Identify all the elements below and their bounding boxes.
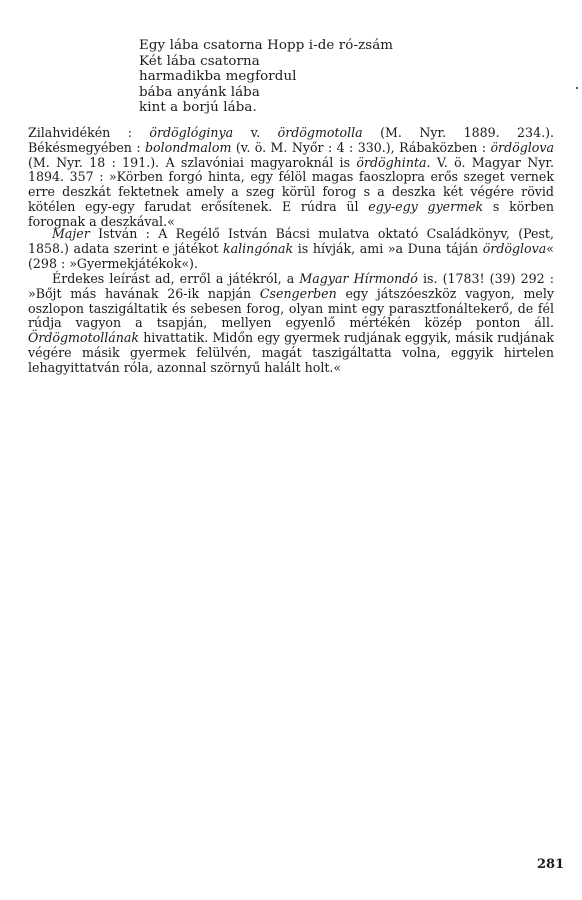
page-number: 281 <box>537 857 565 872</box>
italic-term: bolondmalom <box>144 139 232 155</box>
verse-block <box>139 38 393 116</box>
text-run: Érdekes leírást ad, erről a játékról, a <box>52 271 300 286</box>
paragraph-hirmondo <box>28 272 554 375</box>
text-run: hivattatik. Midőn egy gyermek rudjának eggyik, másik rudjának végére másik gyermek felülvén, magát taszigáltatta volna, eggyik hirtelen lehagyittatván róla, azonnal szörnyű halált holt.« <box>28 330 554 375</box>
italic-term: Ördögmotollának <box>28 330 140 345</box>
text-run: . V. ö. Magyar Nyr. 1894. 357 : »Körben forgó hinta, egy félöl magas faoszlopra erős szeget vernek erre deszkát fektetnek amely a szeg körül forog s a deszka két végére rövid kötélen egy-egy farudat erősítenek. E rúdra ül <box>28 154 554 214</box>
verse-line: Egy lába csatorna Hopp i-de ró-zsám <box>139 38 394 53</box>
italic-term: ördöglova <box>490 139 555 155</box>
italic-term: egy-egy gyermek <box>368 198 484 214</box>
italic-term: ördögmotolla <box>277 125 363 140</box>
italic-term: ördöglova <box>482 240 547 256</box>
text-run: Zilahvidékén : <box>28 125 150 140</box>
text-run: v. <box>233 125 278 140</box>
text-run: is hívják, ami »a Duna táján <box>293 240 483 256</box>
verse-line: harmadikba megfordul <box>139 69 297 85</box>
margin-speck <box>576 87 578 89</box>
paragraph-zilahvidek <box>28 126 554 229</box>
italic-term: ördöglóginya <box>149 125 234 140</box>
text-run: s körben forognak a deszkával.« <box>28 198 554 229</box>
italic-term: Magyar Hírmondó <box>299 271 418 286</box>
text-run: István : A Regélő István Bácsi mulatva oktató Családkönyv, (Pest, 1858.) adata szerint e játékot <box>28 226 554 256</box>
text-run: egy játszóeszköz vagyon, mely oszlopon taszigáltatik és sebesen forog, olyan mint egy parasztfonáltekerő, de fél rúdja vagyon a tsapján, mellyen egyenlő mértékén közép ponton áll. <box>28 285 554 331</box>
verse-line: kint a borjú lába. <box>139 100 257 116</box>
italic-term: ördöghinta <box>356 154 427 170</box>
text-run: « (298 : »Gyermekjátékok«). <box>28 240 554 271</box>
text-run: (M. Nyr. 18 : 191.). A szlavóniai magyaroknál is <box>28 154 357 170</box>
verse-line: bába anyánk lába <box>139 84 260 100</box>
text-run: (M. Nyr. 1889. 234.). Békésmegyében : <box>28 125 555 155</box>
paragraph-majer <box>28 227 554 271</box>
italic-term: Csengerben <box>259 285 337 301</box>
italic-term: Majer <box>52 226 90 241</box>
text-run: is. (1783! (39) 292 : »Bőjt más havának 26-ik napján <box>28 271 555 301</box>
italic-term: kalingónak <box>222 240 294 256</box>
text-run: (v. ö. M. Nyőr : 4 : 330.), Rábaközben : <box>231 139 491 155</box>
verse-line: Két lába csatorna <box>139 53 260 69</box>
